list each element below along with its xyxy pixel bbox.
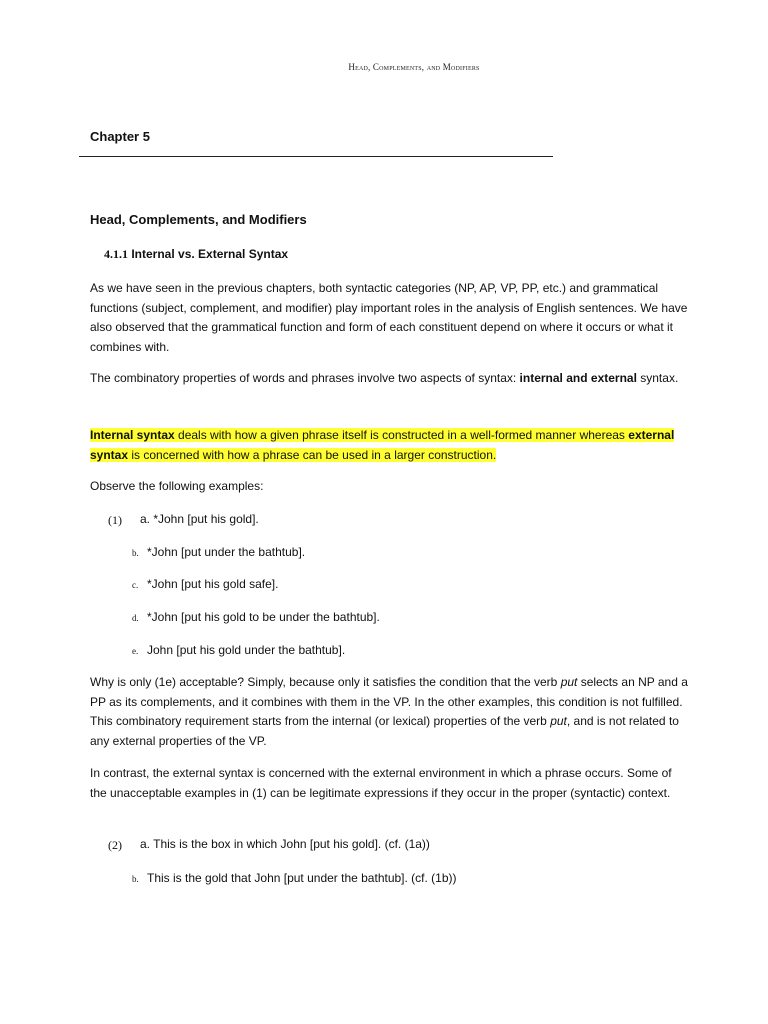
paragraph-5: Why is only (1e) acceptable? Simply, because only it satisfies the condition that the verb put selects an NP and a PP as its complements, and it combines with them in the VP. In the other examples, this condition is not fulfilled. This combinatory requirement starts from the internal (or lexical) properties of the verb put, and is not related to any external properties of the VP. bbox=[90, 675, 688, 748]
paragraph-4: Observe the following examples: bbox=[90, 479, 264, 493]
bold-term: internal and external bbox=[519, 371, 637, 385]
paragraph-1: As we have seen in the previous chapters, both syntactic categories (NP, AP, VP, PP, etc.) and grammatical functions (subject, complement, and modifier) play important roles in the analysis of English sentences. We have also observed that the grammatical function and form of each constituent depend on where it occurs or what it combines with. bbox=[90, 281, 688, 354]
example-2-number: (2) bbox=[108, 838, 122, 852]
running-head: Head, Complements, and Modifiers bbox=[348, 62, 480, 72]
chapter-rule bbox=[79, 156, 553, 157]
example-2a: a. This is the box in which John [put his gold]. (cf. (1a)) bbox=[140, 837, 430, 851]
paragraph-2: The combinatory properties of words and phrases involve two aspects of syntax: internal and external syntax. bbox=[90, 371, 679, 385]
chapter-title: Head, Complements, and Modifiers bbox=[90, 212, 307, 227]
section-number: 4.1.1 bbox=[104, 247, 128, 261]
example-1e: e. John [put his gold under the bathtub]. bbox=[132, 643, 346, 657]
example-1a: a. *John [put his gold]. bbox=[140, 512, 259, 526]
example-2b: b. This is the gold that John [put under the bathtub]. (cf. (1b)) bbox=[132, 871, 457, 885]
section-title: Internal vs. External Syntax bbox=[131, 247, 289, 261]
section-heading bbox=[104, 247, 288, 262]
paragraph-6: In contrast, the external syntax is concerned with the external environment in which a phrase occurs. Some of the unacceptable examples in (1) can be legitimate expressions if they occur in the proper (syntactic) context. bbox=[90, 766, 672, 800]
term-external-syntax: external syntax bbox=[90, 428, 675, 462]
example-1b: b. *John [put under the bathtub]. bbox=[132, 545, 306, 559]
chapter-label: Chapter 5 bbox=[90, 129, 150, 144]
term-internal-syntax: Internal syntax bbox=[90, 428, 175, 442]
highlighted-definition: Internal syntax deals with how a given phrase itself is constructed in a well-formed manner whereas external syntax is concerned with how a phrase can be used in a larger construction. bbox=[90, 428, 675, 462]
example-1c: c. *John [put his gold safe]. bbox=[132, 577, 279, 591]
example-1d: d. *John [put his gold to be under the bathtub]. bbox=[132, 610, 380, 624]
example-1-number: (1) bbox=[108, 513, 122, 527]
